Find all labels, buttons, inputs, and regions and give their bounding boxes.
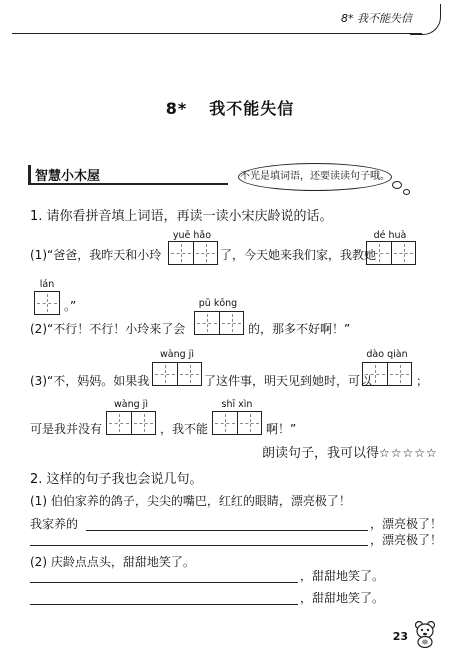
- pinyin-dehua: dé huà: [373, 230, 407, 241]
- thought-bubble: 不光是填词语，还要读读句子哦。: [238, 163, 392, 191]
- q2-line2-end: ，漂亮极了！: [370, 533, 443, 547]
- section-heading: 智慧小木屋: [28, 165, 100, 184]
- q1-line2-text-a: (2)“不行！不行！小玲来了会: [30, 322, 186, 336]
- answer-line[interactable]: [86, 530, 368, 531]
- pinyin-shixin: shī xìn: [221, 399, 253, 410]
- reading-prompt: [262, 442, 438, 461]
- q2-sample-2: (2) 庆龄点点头，甜甜地笑了。: [30, 555, 195, 569]
- running-header: 8* 我不能失信: [341, 12, 412, 25]
- rating-stars[interactable]: ☆☆☆☆☆: [379, 446, 438, 460]
- answer-grid-yuehao[interactable]: [168, 241, 218, 265]
- pinyin-wangji: wàng jì: [160, 349, 194, 360]
- pinyin-daoqian: dào qiàn: [366, 349, 408, 360]
- q1-line4-text-a: 可是我并没有: [30, 422, 103, 436]
- q1-line1-text-b: 了，今天她来我们家，我教她: [220, 248, 377, 262]
- q2-prompt: 2. 这样的句子我也会说几句。: [30, 472, 203, 487]
- q1-line3-text-a: (3)“不，妈妈。如果我: [30, 374, 150, 388]
- answer-grid-wangji[interactable]: [152, 362, 202, 386]
- pinyin-pukong: pū kōng: [198, 298, 238, 309]
- pinyin-lan: lán: [39, 279, 55, 290]
- answer-grid-wangji-2[interactable]: [106, 411, 156, 435]
- q1-line4-text-b: ，我不能: [160, 422, 209, 436]
- q1-line4-end: 啊！”: [266, 422, 297, 436]
- bear-mascot-icon: [414, 620, 436, 648]
- header-rule: [12, 33, 422, 34]
- reading-text: 朗读句子，我可以得: [262, 446, 380, 461]
- answer-line[interactable]: [30, 604, 298, 605]
- answer-line[interactable]: [30, 582, 298, 583]
- header-corner-curve: [410, 4, 441, 35]
- answer-grid-pukong[interactable]: [194, 311, 244, 335]
- q1-line1-text-a: (1)“爸爸，我昨天和小玲: [30, 248, 162, 262]
- answer-line[interactable]: [30, 545, 368, 546]
- answer-grid-shixin[interactable]: [212, 411, 262, 435]
- pinyin-wangji-2: wàng jì: [114, 399, 148, 410]
- q2-line1-end: ，漂亮极了！: [370, 517, 443, 531]
- answer-grid-lan[interactable]: [34, 291, 60, 315]
- q1-line2-text-b: 的，那多不好啊！”: [248, 322, 351, 336]
- q2-line4-end: ，甜甜地笑了。: [300, 591, 385, 605]
- pinyin-yuehao: yuē hǎo: [172, 230, 212, 241]
- section-rule: [28, 183, 228, 185]
- q2-sample-1: (1) 伯伯家养的鸽子，尖尖的嘴巴，红红的眼睛，漂亮极了！: [30, 494, 351, 508]
- bubble-dot: [403, 189, 410, 195]
- q2-line1-lead: 我家养的: [30, 517, 79, 531]
- q1-prompt: 1. 请你看拼音填上词语，再读一读小宋庆龄说的话。: [30, 209, 333, 224]
- lesson-title: [0, 96, 460, 119]
- q1-line3-end: ；: [416, 374, 429, 388]
- q1-line1-end: 。”: [64, 299, 77, 313]
- answer-grid-dehua[interactable]: [366, 241, 416, 265]
- q2-line3-end: ，甜甜地笑了。: [300, 569, 385, 583]
- page-number: 23: [392, 630, 408, 643]
- q1-line3-text-b: 了这件事，明天见到她时，可以: [204, 374, 373, 388]
- lesson-title-text: 我不能失信: [209, 99, 295, 118]
- bubble-dot: [392, 181, 402, 189]
- answer-grid-daoqian[interactable]: [362, 362, 412, 386]
- lesson-number: 8*: [165, 99, 188, 118]
